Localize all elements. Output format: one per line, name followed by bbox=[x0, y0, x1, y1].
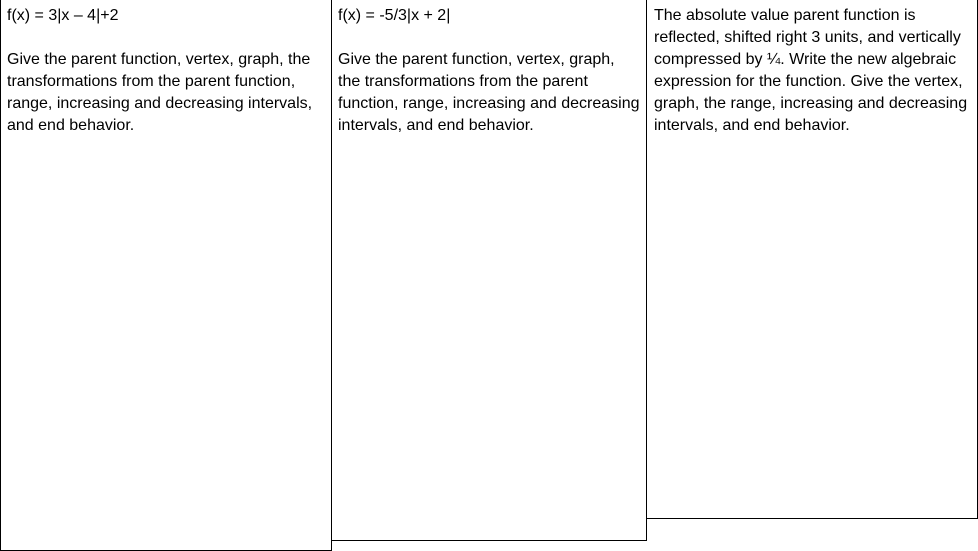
spacer bbox=[7, 27, 325, 49]
problem-prompt: Give the parent function, vertex, graph, the transformations from the parent function, range, increasing and decreasing intervals, and end behavior. bbox=[7, 51, 313, 134]
spacer bbox=[338, 27, 640, 49]
function-expression: f(x) = -5/3|x + 2| bbox=[338, 7, 451, 24]
problem-prompt: The absolute value parent function is reflected, shifted right 3 units, and vertically compressed by ¼. Write the new algebraic expression for the function. Give the vertex, graph, the range, increasing and decreasing intervals, and end behavior. bbox=[654, 7, 968, 134]
problem-card-1 bbox=[0, 0, 332, 551]
divider-line bbox=[331, 540, 647, 550]
function-expression: f(x) = 3|x – 4|+2 bbox=[7, 7, 119, 24]
problem-card-2 bbox=[331, 0, 647, 541]
problem-card-3 bbox=[646, 0, 978, 519]
problem-prompt: Give the parent function, vertex, graph, the transformations from the parent function, range, increasing and decreasing intervals, and end behavior. bbox=[338, 51, 640, 134]
